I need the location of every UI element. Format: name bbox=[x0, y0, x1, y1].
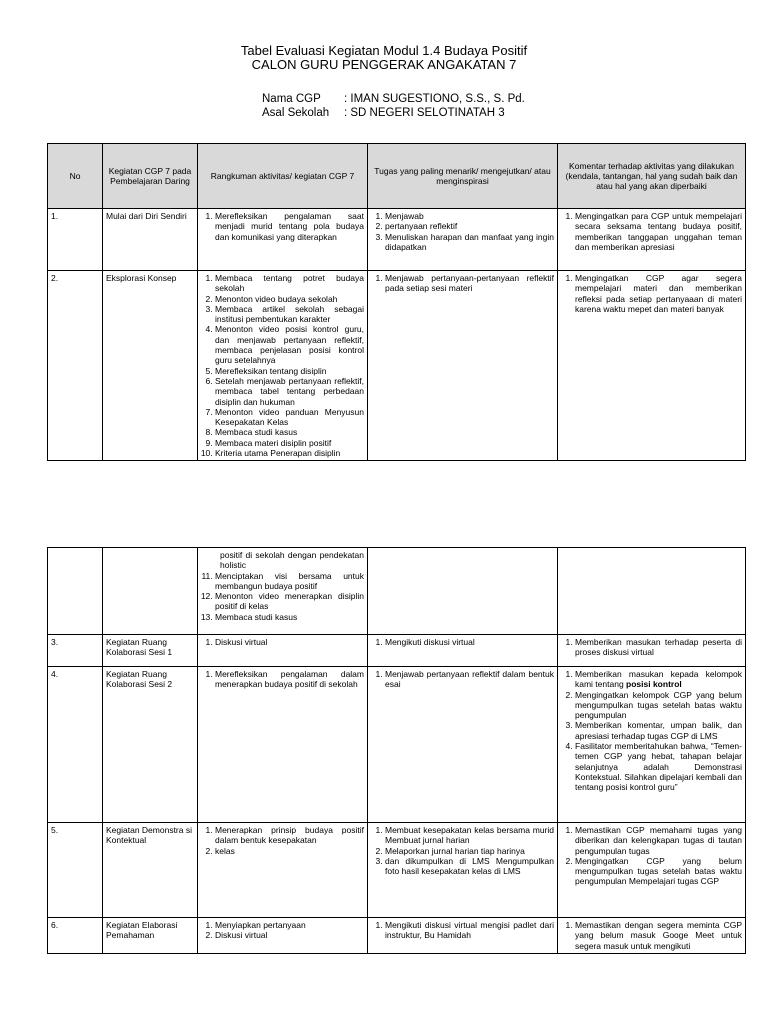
list-item: 1. Merefleksikan pengalaman saat menjadi murid tentang pola budaya dan komunikasi yang diterapkan bbox=[215, 211, 364, 242]
list-item: 1. Memastikan CGP memahami tugas yang diberikan dan kelengkapan tugas di tautan pengumpulan tugas bbox=[575, 825, 742, 856]
list-item: 1. Mengingatkan CGP agar segera mempelajari materi dan memberikan refleksi pada setiap pertanyaaan di materi karena waktu mepet dan materi banyak bbox=[575, 273, 742, 314]
cell-rangkuman bbox=[198, 823, 368, 918]
list-item: 1. Mengingatkan para CGP untuk mempelajari secara seksama tentang budaya positif, memberikan tanggapan unggahan teman dan memberikan apresiasi bbox=[575, 211, 742, 252]
cell-komentar bbox=[558, 667, 746, 823]
komentar-list bbox=[561, 273, 742, 314]
komentar-list bbox=[561, 637, 742, 658]
header-kegiatan: Kegiatan CGP 7 pada Pembelajaran Daring bbox=[103, 144, 198, 209]
cell-komentar bbox=[558, 918, 746, 954]
list-item: 12. Menonton video menerapkan disiplin positif di kelas bbox=[215, 591, 364, 612]
list-item: 13. Membaca studi kasus bbox=[215, 612, 364, 622]
cell-rangkuman bbox=[198, 209, 368, 271]
cell-kegiatan: Kegiatan Ruang Kolaborasi Sesi 1 bbox=[103, 635, 198, 667]
tugas-list bbox=[371, 669, 554, 690]
table-row bbox=[48, 271, 746, 461]
table-row bbox=[48, 823, 746, 918]
evaluation-table-page-2 bbox=[47, 547, 746, 954]
list-item: 4. Menonton video posisi kontrol guru, dan menjawab pertanyaan reflektif, membaca penjelasan posisi kontrol guru setelahnya bbox=[215, 324, 364, 365]
bold-term: posisi kontrol bbox=[626, 679, 682, 690]
list-item: 2. Mengingatkan kelompok CGP yang belum mengumpulkan tugas setelah batas waktu pengumpulan bbox=[575, 690, 742, 721]
list-item: 2. Mengingatkan CGP yang belum mengumpulkan tugas setelah batas waktu pengumpulan Mempelajari tugas CGP bbox=[575, 856, 742, 887]
cell-tugas bbox=[368, 635, 558, 667]
cell-kegiatan: Mulai dari Diri Sendiri bbox=[103, 209, 198, 271]
list-item: 2. Melaporkan jurnal harian tiap harinya bbox=[385, 846, 554, 856]
list-item: 1. Menjawab pertanyaan reflektif dalam bentuk esai bbox=[385, 669, 554, 690]
list-item: 1. Memberikan masukan kepada kelompok kami tentang posisi kontrol bbox=[575, 669, 742, 690]
tugas-list bbox=[371, 825, 554, 876]
list-item: 5. Merefleksikan tentang disiplin bbox=[215, 366, 364, 376]
table-row bbox=[48, 635, 746, 667]
list-item: 4. Fasilitator memberitahukan bahwa, “Temen-temen CGP yang hebat, tahapan belajar selanjutnya adalah Demonstrasi Kontekstual. Silahkan dipelajari kembali dan tentang posisi kontrol guru” bbox=[575, 741, 742, 792]
list-item: 1. Menerapkan prinsip budaya positif dalam bentuk kesepakatan bbox=[215, 825, 364, 846]
list-item: 8. Membaca studi kasus bbox=[215, 427, 364, 437]
list-item: 1. Memastikan dengan segera meminta CGP yang belum masuk Googe Meet untuk segera masuk untuk mengikuti bbox=[575, 920, 742, 951]
cell-komentar bbox=[558, 635, 746, 667]
header-no: No bbox=[48, 144, 103, 209]
list-item: 1. Mengikuti diskusi virtual mengisi padlet dari instruktur, Bu Hamidah bbox=[385, 920, 554, 941]
list-item: 2. Diskusi virtual bbox=[215, 930, 364, 940]
rangkuman-list bbox=[201, 920, 364, 941]
list-item: 10. Kriteria utama Penerapan disiplin bbox=[215, 448, 364, 458]
table-row bbox=[48, 667, 746, 823]
list-item: 3. Menuliskan harapan dan manfaat yang ingin didapatkan bbox=[385, 232, 554, 253]
cell-rangkuman bbox=[198, 635, 368, 667]
list-item: 1. Mengikuti diskusi virtual bbox=[385, 637, 554, 647]
list-item: 3. dan dikumpulkan di LMS Mengumpulkan foto hasil kesepakatan kelas di LMS bbox=[385, 856, 554, 877]
document-title bbox=[0, 44, 768, 72]
list-item: 9. Membaca materi disiplin positif bbox=[215, 438, 364, 448]
table-row-continuation bbox=[48, 548, 746, 635]
carry-over-text: positif di sekolah dengan pendekatan holistic bbox=[220, 550, 364, 571]
cell-rangkuman bbox=[198, 667, 368, 823]
list-item: 1. Membuat kesepakatan kelas bersama murid Membuat jurnal harian bbox=[385, 825, 554, 846]
school-value: : SD NEGERI SELOTINATAH 3 bbox=[344, 107, 505, 119]
cell-komentar bbox=[558, 209, 746, 271]
list-item: 7. Menonton video panduan Menyusun Kesepakatan Kelas bbox=[215, 407, 364, 428]
cell-no: 6. bbox=[48, 918, 103, 954]
komentar-list bbox=[561, 669, 742, 690]
cell-rangkuman bbox=[198, 271, 368, 461]
cell-tugas bbox=[368, 667, 558, 823]
list-item: 1. Membaca tentang potret budaya sekolah bbox=[215, 273, 364, 294]
participant-info bbox=[262, 92, 525, 120]
header-komentar: Komentar terhadap aktivitas yang dilakukan (kendala, tantangan, hal yang sudah baik dan atau hal yang akan diperbaiki bbox=[558, 144, 746, 209]
table-row bbox=[48, 209, 746, 271]
tugas-list bbox=[371, 920, 554, 941]
tugas-list bbox=[371, 273, 554, 294]
list-item: 3. Memberikan komentar, umpan balik, dan apresiasi terhadap tugas CGP di LMS bbox=[575, 720, 742, 741]
cell-tugas bbox=[368, 823, 558, 918]
rangkuman-list bbox=[201, 825, 364, 856]
list-item: 2. pertanyaan reflektif bbox=[385, 221, 554, 231]
list-item: 1. Menyiapkan pertanyaan bbox=[215, 920, 364, 930]
cell-kegiatan: Kegiatan Elaborasi Pemahaman bbox=[103, 918, 198, 954]
school-label: Asal Sekolah bbox=[262, 107, 330, 119]
cell-kegiatan: Eksplorasi Konsep bbox=[103, 271, 198, 461]
cell-rangkuman bbox=[198, 918, 368, 954]
cell-rangkuman bbox=[198, 548, 368, 635]
list-item: 1. Menjawab bbox=[385, 211, 554, 221]
rangkuman-list bbox=[201, 637, 364, 647]
rangkuman-list bbox=[201, 273, 364, 458]
list-item: 2. kelas bbox=[215, 846, 364, 856]
evaluation-table-page-1 bbox=[47, 143, 746, 461]
cell-tugas bbox=[368, 918, 558, 954]
komentar-list-cont bbox=[561, 690, 742, 793]
table-header-row bbox=[48, 144, 746, 209]
cell-no: 3. bbox=[48, 635, 103, 667]
list-item: 2. Menonton video budaya sekolah bbox=[215, 294, 364, 304]
cell-kegiatan: Kegiatan Ruang Kolaborasi Sesi 2 bbox=[103, 667, 198, 823]
header-tugas: Tugas yang paling menarik/ mengejutkan/ atau menginspirasi bbox=[368, 144, 558, 209]
tugas-list bbox=[371, 637, 554, 647]
title-line-2: CALON GURU PENGGERAK ANGAKATAN 7 bbox=[251, 57, 517, 72]
name-value: : IMAN SUGESTIONO, S.S., S. Pd. bbox=[344, 93, 525, 105]
cell-no: 5. bbox=[48, 823, 103, 918]
tugas-list bbox=[371, 211, 554, 252]
komentar-list bbox=[561, 211, 742, 252]
list-item: 1. Diskusi virtual bbox=[215, 637, 364, 647]
title-line-1: Tabel Evaluasi Kegiatan Modul 1.4 Budaya Positif bbox=[240, 43, 528, 58]
header-rangkuman: Rangkuman aktivitas/ kegiatan CGP 7 bbox=[198, 144, 368, 209]
rangkuman-list bbox=[201, 211, 364, 242]
rangkuman-list bbox=[201, 669, 364, 690]
list-item: 6. Setelah menjawab pertanyaan reflektif, membaca tabel tentang perbedaan disiplin dan hukuman bbox=[215, 376, 364, 407]
cell-no: 1. bbox=[48, 209, 103, 271]
list-item: 1. Memberikan masukan terhadap peserta di proses diskusi virtual bbox=[575, 637, 742, 658]
cell-tugas bbox=[368, 271, 558, 461]
komentar-list bbox=[561, 825, 742, 887]
cell-komentar bbox=[558, 823, 746, 918]
cell-no: 2. bbox=[48, 271, 103, 461]
cell-no: 4. bbox=[48, 667, 103, 823]
komentar-list bbox=[561, 920, 742, 951]
name-label: Nama CGP bbox=[262, 93, 321, 105]
cell-tugas bbox=[368, 209, 558, 271]
list-item: 11. Menciptakan visi bersama untuk membangun budaya positif bbox=[215, 571, 364, 592]
table-row bbox=[48, 918, 746, 954]
list-item: 1. Menjawab pertanyaan-pertanyaan reflektif pada setiap sesi materi bbox=[385, 273, 554, 294]
cell-komentar bbox=[558, 271, 746, 461]
rangkuman-list bbox=[201, 571, 364, 622]
list-item: 3. Membaca artikel sekolah sebagai institusi pembentukan karakter bbox=[215, 304, 364, 325]
cell-kegiatan: Kegiatan Demonstra si Kontektual bbox=[103, 823, 198, 918]
list-item: 1. Merefleksikan pengalaman dalam menerapkan budaya positif di sekolah bbox=[215, 669, 364, 690]
